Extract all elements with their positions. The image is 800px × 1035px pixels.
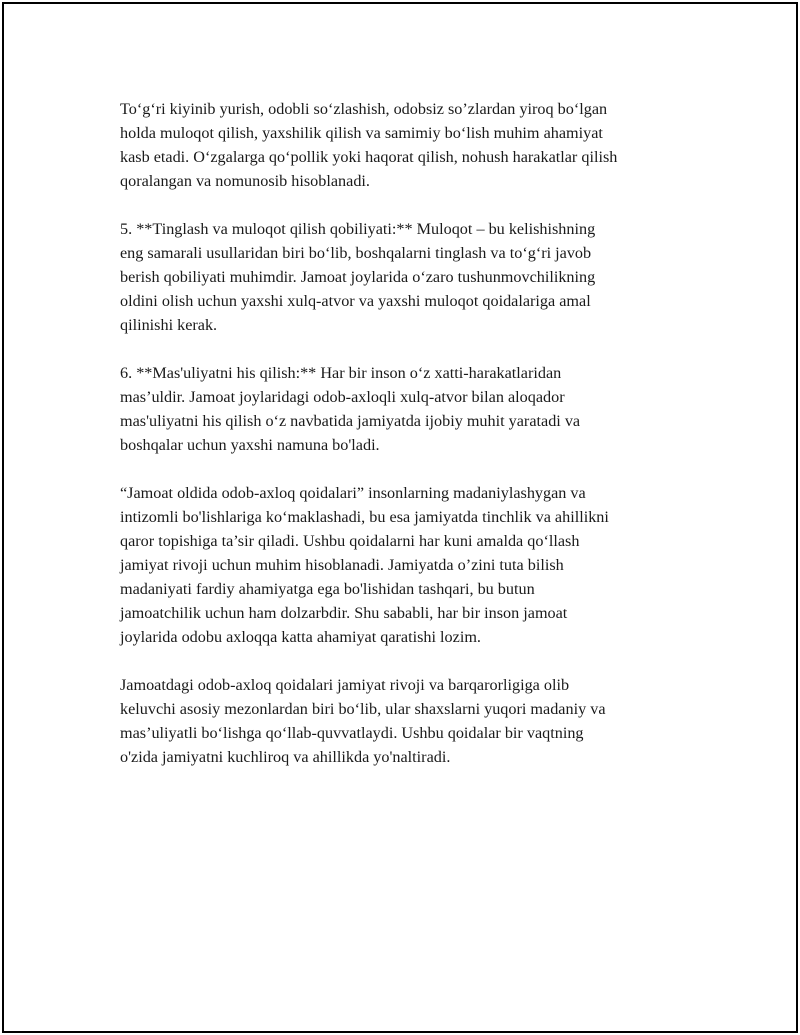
text-line: Jamoatdagi odob-axloq qoidalari jamiyat rivoji va barqarorligiga olib xyxy=(120,676,570,694)
text-line: mas’uldir. Jamoat joylaridagi odob-axloqli xulq-atvor bilan aloqador xyxy=(120,388,565,406)
paragraph-1 xyxy=(120,97,700,193)
text-line: keluvchi asosiy mezonlardan biri bo‘lib, ular shaxslarni yuqori madaniy va xyxy=(120,700,606,718)
text-line: To‘g‘ri kiyinib yurish, odobli so‘zlashish, odobsiz so’zlardan yiroq bo‘lgan xyxy=(120,100,608,118)
text-line: qoralangan va nomunosib hisoblanadi. xyxy=(120,172,370,190)
text-line: qilinishi kerak. xyxy=(120,316,218,334)
text-line: jamiyat rivoji uchun muhim hisoblanadi. Jamiyatda o’zini tuta bilish xyxy=(120,556,564,574)
text-line: kasb etadi. O‘zgalarga qo‘pollik yoki haqorat qilish, nohush harakatlar qilish xyxy=(120,148,618,166)
text-line: boshqalar uchun yaxshi namuna bo'ladi. xyxy=(120,436,380,454)
text-line: mas’uliyatli bo‘lishga qo‘llab-quvvatlaydi. Ushbu qoidalar bir vaqtning xyxy=(120,724,584,742)
document-body xyxy=(120,97,700,793)
text-line: holda muloqot qilish, yaxshilik qilish va samimiy bo‘lish muhim ahamiyat xyxy=(120,124,603,142)
paragraph-2 xyxy=(120,217,700,337)
page-frame xyxy=(2,2,798,1033)
text-line: 6. **Mas'uliyatni his qilish:** Har bir inson o‘z xatti-harakatlaridan xyxy=(120,364,562,382)
text-line: madaniyati fardiy ahamiyatga ega bo'lishidan tashqari, bu butun xyxy=(120,580,535,598)
paragraph-3 xyxy=(120,361,700,457)
text-line: jamoatchilik uchun ham dolzarbdir. Shu sababli, har bir inson jamoat xyxy=(120,604,568,622)
text-line: berish qobiliyati muhimdir. Jamoat joylarida o‘zaro tushunmovchilikning xyxy=(120,268,596,286)
text-line: mas'uliyatni his qilish o‘z navbatida jamiyatda ijobiy muhit yaratadi va xyxy=(120,412,581,430)
paragraph-5 xyxy=(120,673,700,769)
text-line: o'zida jamiyatni kuchliroq va ahillikda yo'naltiradi. xyxy=(120,748,451,766)
text-line: qaror topishiga ta’sir qiladi. Ushbu qoidalarni har kuni amalda qo‘llash xyxy=(120,532,580,550)
text-line: eng samarali usullaridan biri bo‘lib, boshqalarni tinglash va to‘g‘ri javob xyxy=(120,244,592,262)
text-line: intizomli bo'lishlariga ko‘maklashadi, bu esa jamiyatda tinchlik va ahillikni xyxy=(120,508,609,526)
text-line: 5. **Tinglash va muloqot qilish qobiliyati:** Muloqot – bu kelishishning xyxy=(120,220,596,238)
text-line: oldini olish uchun yaxshi xulq-atvor va yaxshi muloqot qoidalariga amal xyxy=(120,292,591,310)
paragraph-4 xyxy=(120,481,700,649)
text-line: “Jamoat oldida odob-axloq qoidalari” insonlarning madaniylashygan va xyxy=(120,484,586,502)
text-line: joylarida odobu axloqqa katta ahamiyat qaratishi lozim. xyxy=(120,628,481,646)
